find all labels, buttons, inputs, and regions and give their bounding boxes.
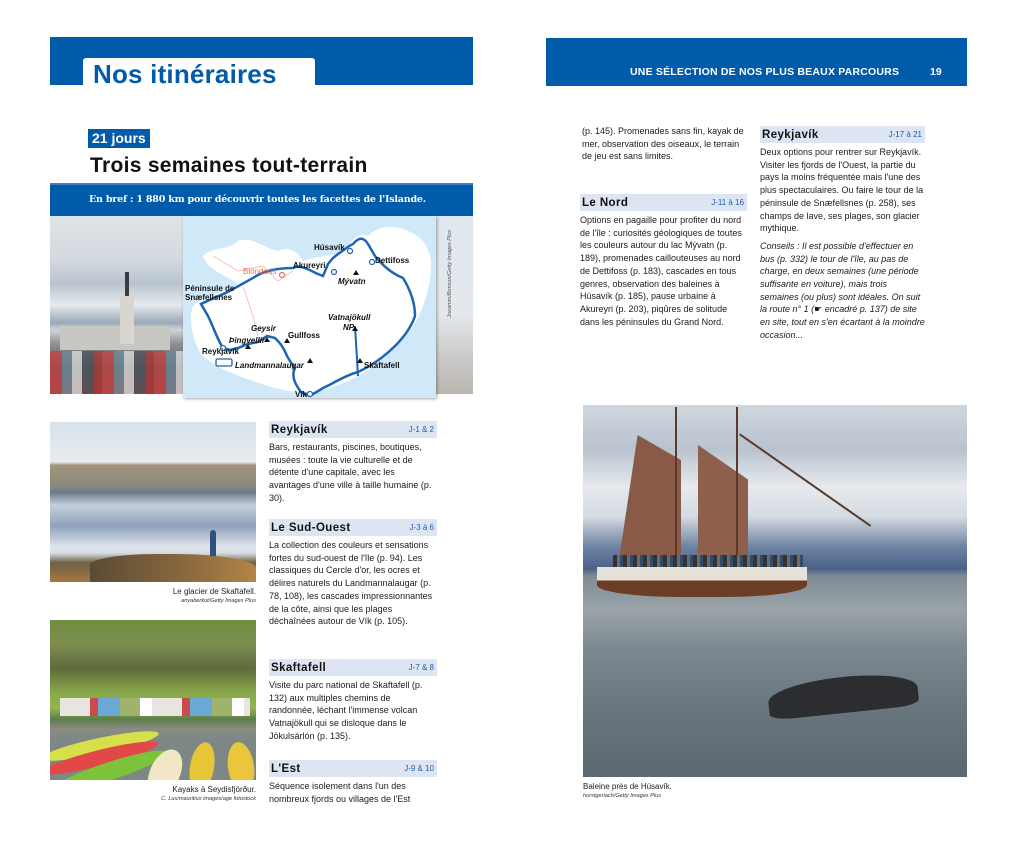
conseils-text: Conseils : Il est possible d'effectuer en bus (p. 332) le tour de l'île, au pas de charge, en deux semaines (une période suffisante en voiture), mais trois semaines (ou plus) sont idéales. On suit la route n° 1 (☛ encadré p. 137) de site en site, tout en s'en écartant à la moindre occasion...	[760, 240, 925, 340]
stage-days: J-9 & 10	[404, 764, 434, 773]
stage-days: J-17 à 21	[888, 130, 922, 139]
continued-text-block	[582, 125, 747, 163]
svg-text:Reykjavík: Reykjavík	[202, 347, 239, 356]
whale-caption: Baleine près de Húsavík.	[583, 782, 672, 791]
stage-text: Options en pagaille pour profiter du nord de l'île : curiosités géologiques de toutes les couleurs autour du lac Mývatn (p. 189), promenades caillouteuses au nord de Dettifoss (p. 183), cascades en tous genres, observation des baleines à Húsavík (p. 185), pause urbaine à Akureyri (p. 203), piqûres de solitude dans les péninsules du Grand Nord.	[580, 215, 742, 327]
kayaks-photo	[50, 620, 256, 780]
photo-strip	[436, 216, 473, 394]
stage-text: Deux options pour rentrer sur Reykjavík. Visiter les fjords de l'Ouest, la partie du pays la moins fréquentée mais l'une des plus spectaculaires. Ou faire le tour de la péninsule de Snæfellsnes (p. 258), ses champs de lave, ses plages, son glacier mythique.	[760, 147, 924, 234]
stage-name: Le Sud-Ouest	[271, 521, 351, 534]
svg-text:Geysir: Geysir	[251, 324, 276, 333]
stage-reykjavik-2	[760, 126, 925, 342]
stage-days: J-1 & 2	[408, 425, 434, 434]
glacier-photo	[50, 422, 256, 582]
svg-text:Péninsule de: Péninsule de	[185, 284, 235, 293]
svg-text:Blönduós: Blönduós	[243, 267, 277, 276]
stage-nord	[580, 194, 747, 328]
svg-text:NP: NP	[343, 323, 355, 332]
glacier-credit: anyaberkut/Getty Images Plus	[181, 598, 256, 604]
svg-text:Þingvellir: Þingvellir	[229, 336, 266, 345]
continued-text: (p. 145). Promenades sans fin, kayak de mer, observation des oiseaux, le terrain de jeu est sans limites.	[582, 126, 744, 162]
svg-text:Gullfoss: Gullfoss	[288, 331, 321, 340]
svg-text:Skaftafell: Skaftafell	[364, 361, 400, 370]
iceland-map-icon	[183, 216, 436, 398]
kayaks-credit: C. Lux/mauritius images/age fotostock	[161, 796, 256, 802]
right-header-band	[546, 38, 967, 86]
stage-name: Reykjavík	[762, 128, 819, 141]
en-bref-text: En bref : 1 880 km pour découvrir toutes les facettes de l'Islande.	[89, 194, 426, 205]
stage-text: La collection des couleurs et sensations fortes du sud-ouest de l'île (p. 94). Les classiques du Cercle d'or, les ocres et délires naturels du Landmannalaugar (p. 78, 108), les cascades impressionnantes de la côte, ainsi que les plages déchaînées autour de Vík (p. 105).	[269, 540, 433, 627]
stage-name: Skaftafell	[271, 661, 327, 674]
kayaks-caption: Kayaks à Seydisfjörður.	[172, 785, 256, 794]
whale-credit: horstgerlach/Getty Images Plus	[583, 793, 662, 799]
stage-name: L'Est	[271, 762, 301, 775]
svg-text:Vatnajökull: Vatnajökull	[328, 313, 371, 322]
svg-text:Húsavík: Húsavík	[314, 243, 345, 252]
stage-text: Visite du parc national de Skaftafell (p. 132) aux multiples chemins de randonnée, léchant l'immense volcan Vatnajökull qui se disloque dans le Jökulsárlón (p. 135).	[269, 680, 423, 741]
route-title: Trois semaines tout-terrain	[90, 154, 368, 177]
running-title: UNE SÉLECTION DE NOS PLUS BEAUX PARCOURS	[630, 66, 900, 78]
section-title: Nos itinéraires	[93, 59, 277, 89]
svg-text:Snæfellsnes: Snæfellsnes	[185, 293, 233, 302]
whale-photo	[583, 405, 967, 777]
stage-reykjavik-1	[269, 421, 437, 505]
duration-badge: 21 jours	[88, 129, 150, 148]
stage-days: J-3 à 6	[409, 523, 434, 532]
stage-est	[269, 760, 437, 805]
map-credit: Joeamm/Benson/Getty Images Plus	[447, 230, 453, 318]
stage-days: J-7 & 8	[408, 663, 434, 672]
glacier-caption: Le glacier de Skaftafell.	[172, 587, 256, 596]
page-number: 19	[930, 66, 942, 78]
route-map	[183, 216, 436, 398]
stage-sud-ouest	[269, 519, 437, 628]
svg-text:Mývatn: Mývatn	[338, 277, 366, 286]
svg-text:Landmannalaugar: Landmannalaugar	[235, 361, 304, 370]
reykjavik-photo	[50, 216, 184, 394]
stage-skaftafell	[269, 659, 437, 743]
stage-name: Le Nord	[582, 196, 629, 209]
svg-text:Dettifoss: Dettifoss	[375, 256, 410, 265]
stage-days: J-11 à 16	[711, 198, 744, 207]
stage-text: Bars, restaurants, piscines, boutiques, musées : toute la vie culturelle et de détente d'une capitale, avec les avantages d'une ville à taille humaine (p. 30).	[269, 442, 432, 503]
svg-text:Vík: Vík	[295, 390, 308, 398]
stage-text: Séquence isolement dans l'un des nombreux fjords ou villages de l'Est	[269, 781, 411, 804]
svg-text:Akureyri: Akureyri	[293, 261, 326, 270]
stage-name: Reykjavík	[271, 423, 328, 436]
